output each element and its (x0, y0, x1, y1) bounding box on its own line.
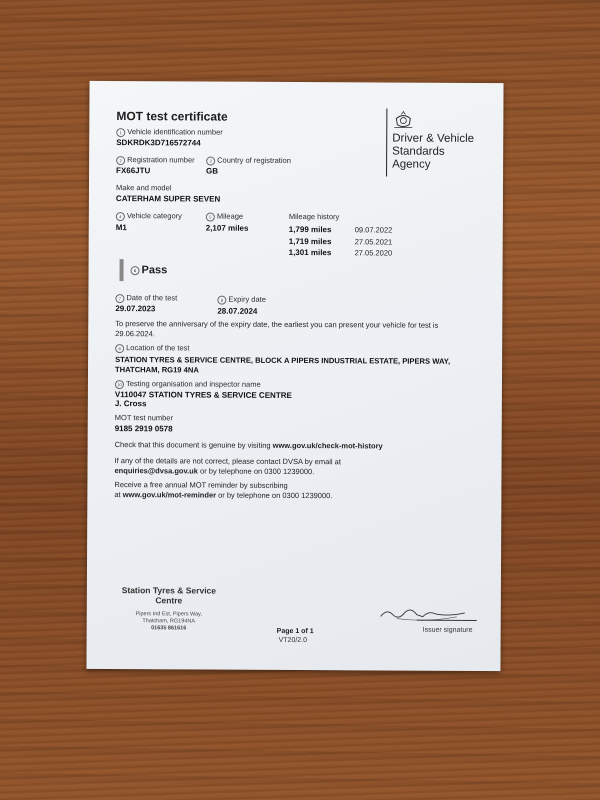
mot-certificate (86, 81, 503, 671)
history-date-3: 27.05.2020 (354, 248, 393, 258)
inspector-name: J. Cross (114, 399, 147, 409)
country-value: GB (206, 166, 219, 176)
anniversary-note-line2: 29.06.2024. (115, 329, 155, 339)
test-number-label: MOT test number (114, 413, 174, 423)
mot-reminder-link[interactable]: www.gov.uk/mot-reminder (122, 490, 217, 500)
genuine-check-note: Check that this document is genuine by visiting www.gov.uk/check-mot-history (114, 440, 383, 451)
garage-stamp-address: Pipers Ind Est, Pipers Way, Thatcham, RG194NA 01635 861616 (135, 611, 202, 632)
certificate-title: MOT test certificate (116, 109, 228, 124)
contact-note-line1: If any of the details are not correct, please contact DVSA by email at (114, 456, 341, 467)
field-number-1: 1 (116, 128, 125, 137)
result-marker (119, 259, 123, 281)
test-date-label: 7 Date of the test (115, 293, 177, 303)
reg-value: FX66JTU (116, 166, 151, 176)
history-miles-1: 1,799 miles (288, 224, 332, 235)
reg-label: 2 Registration number (116, 155, 195, 165)
field-number-9: 9 (115, 344, 124, 353)
test-number-value: 9185 2919 0578 (114, 424, 173, 434)
location-line2: THATCHAM, RG19 4NA (115, 365, 199, 375)
field-number-7: 7 (115, 294, 124, 303)
check-mot-history-link[interactable]: www.gov.uk/check-mot-history (272, 440, 383, 451)
result-status: 6 Pass (131, 264, 168, 276)
garage-stamp-name: Station Tyres & Service Centre (121, 585, 217, 606)
history-date-2: 27.05.2021 (354, 237, 393, 247)
category-value: M1 (115, 223, 127, 233)
history-miles-3: 1,301 miles (288, 247, 332, 258)
test-date-value: 29.07.2023 (115, 304, 156, 314)
location-label: 9 Location of the test (115, 343, 189, 353)
form-code: VT20/2.0 (278, 636, 308, 645)
royal-crest-icon (392, 111, 414, 131)
page-number: Page 1 of 1 (276, 627, 314, 636)
mileage-label: 5 Mileage (206, 212, 243, 222)
location-line1: STATION TYRES & SERVICE CENTRE, BLOCK A PIPERS INDUSTRIAL ESTATE, PIPERS WAY, (115, 355, 451, 366)
signature-label: Issuer signature (422, 626, 473, 634)
expiry-label: 8 Expiry date (217, 295, 266, 305)
dvsa-email-link[interactable]: enquiries@dvsa.gov.uk (114, 466, 198, 476)
field-number-10: 10 (115, 380, 124, 389)
vin-label: 1 Vehicle identification number (116, 127, 223, 137)
history-label: Mileage history (288, 211, 340, 222)
expiry-value: 28.07.2024 (217, 306, 258, 316)
agency-divider (386, 108, 387, 176)
org-label: 10 Testing organisation and inspector name (115, 379, 261, 389)
issuer-signature-icon (377, 604, 477, 625)
field-number-5: 5 (206, 212, 215, 221)
field-number-3: 3 (206, 156, 215, 165)
org-line1: V110047 STATION TYRES & SERVICE CENTRE (114, 390, 292, 400)
reminder-note-line2: at www.gov.uk/mot-reminder or by telephone on 0300 1239000. (114, 490, 333, 501)
agency-name: Driver & Vehicle Standards Agency (392, 132, 475, 171)
field-number-4: 4 (116, 212, 125, 221)
field-number-2: 2 (116, 156, 125, 165)
anniversary-note-line1: To preserve the anniversary of the expiry date, the earliest you can present your vehicle for test is (115, 319, 439, 330)
make-value: CATERHAM SUPER SEVEN (115, 194, 221, 204)
history-miles-2: 1,719 miles (288, 236, 332, 247)
category-label: 4 Vehicle category (116, 211, 182, 221)
reminder-note-line1: Receive a free annual MOT reminder by subscribing (114, 480, 288, 490)
field-number-8: 8 (217, 295, 226, 304)
field-number-6: 6 (131, 266, 140, 275)
history-date-1: 09.07.2022 (354, 225, 393, 235)
mileage-value: 2,107 miles (205, 223, 249, 233)
make-label: Make and model (115, 183, 172, 193)
country-label: 3 Country of registration (206, 156, 291, 166)
vin-value: SDKRDK3D716572744 (116, 138, 201, 148)
contact-note-line2: enquiries@dvsa.gov.uk or by telephone on 0300 1239000. (114, 466, 315, 477)
